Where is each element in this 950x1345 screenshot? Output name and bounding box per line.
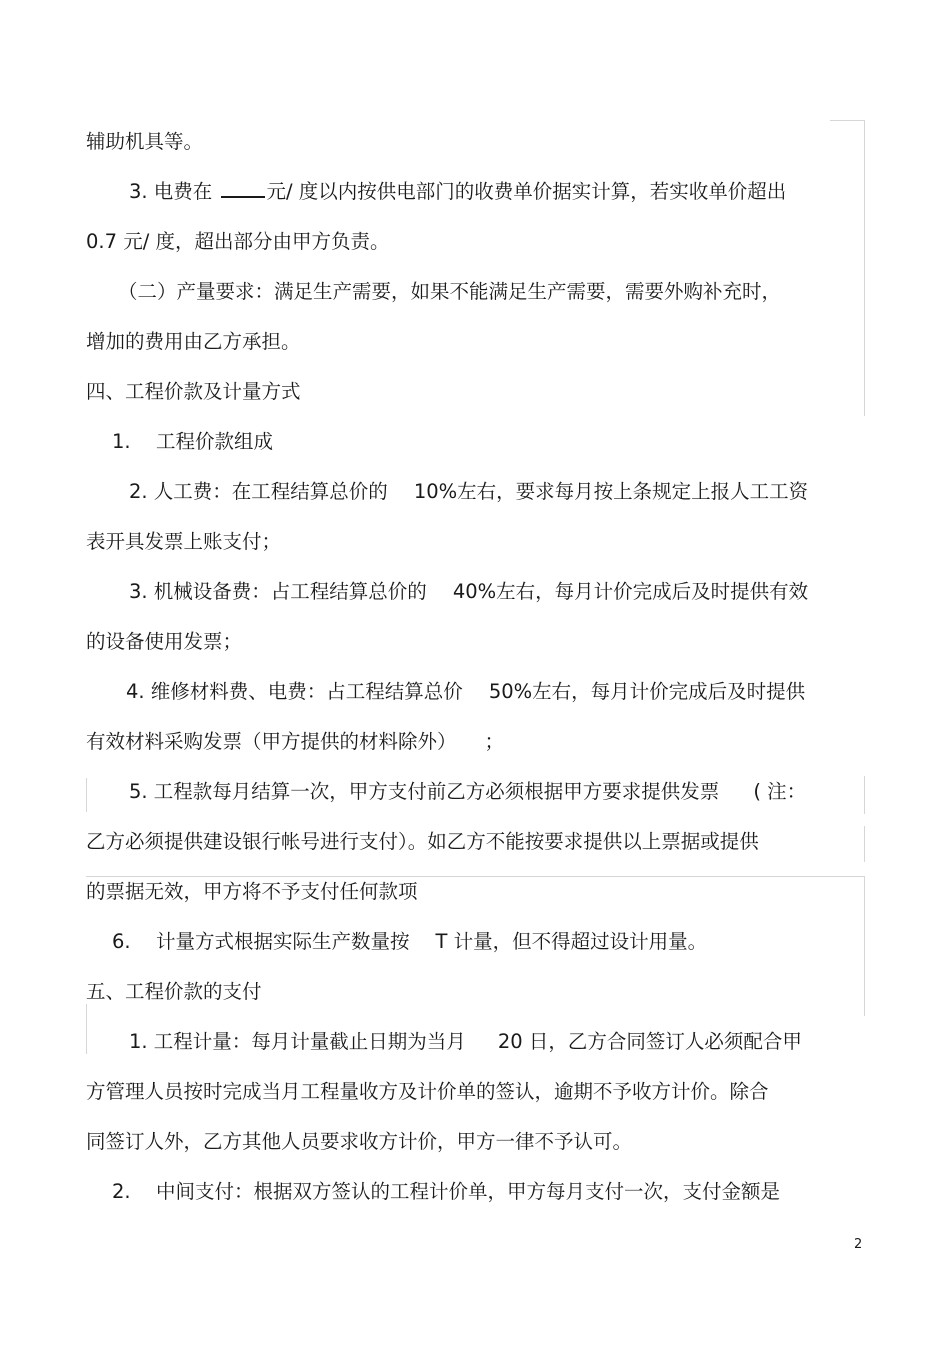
text: 5. 工程款每月结算一次，甲方支付前乙方必须根据甲方要求提供发票 [129, 780, 720, 803]
text: ( 注： [753, 780, 807, 803]
paragraph-line [129, 780, 806, 804]
text: 40%左右，每月计价完成后及时提供有效 [452, 580, 809, 603]
paragraph-line [129, 480, 808, 504]
text: 工程价款组成 [156, 430, 274, 453]
paragraph-line [129, 1030, 802, 1054]
paragraph-line [112, 1180, 780, 1204]
frame-line [864, 876, 865, 1016]
text: 有效材料采购发票（甲方提供的材料除外） [86, 730, 457, 753]
paragraph-line [112, 430, 273, 454]
list-number: 1. [112, 430, 131, 453]
frame-line [864, 120, 865, 416]
text: 20 日，乙方合同签订人必须配合甲 [497, 1030, 802, 1053]
frame-line [864, 826, 865, 862]
paragraph-line [86, 130, 203, 154]
list-number: 2. [112, 1180, 131, 1203]
paragraph-line [86, 630, 242, 654]
paragraph-line [112, 930, 707, 954]
text: 2. 人工费：在工程结算总价的 [129, 480, 388, 503]
text: 50%左右，每月计价完成后及时提供 [488, 680, 806, 703]
text: 中间支付：根据双方签认的工程计价单，甲方每月支付一次，支付金额是 [156, 1180, 781, 1203]
text: 四、工程价款及计量方式 [86, 380, 301, 403]
frame-line [86, 778, 87, 812]
text: 乙方必须提供建设银行帐号进行支付）。如乙方不能按要求提供以上票据或提供 [86, 830, 759, 853]
paragraph-line [86, 880, 418, 904]
text: 同签订人外，乙方其他人员要求收方计价，甲方一律不予认可。 [86, 1130, 633, 1153]
list-number: 6. [112, 930, 131, 953]
paragraph-line [86, 1080, 769, 1104]
frame-line [864, 776, 865, 814]
frame-line [86, 1004, 87, 1054]
text: 3. 电费在 [129, 180, 213, 203]
paragraph-line [86, 330, 301, 354]
text: 计量方式根据实际生产数量按 [156, 930, 410, 953]
text: 方管理人员按时完成当月工程量收方及计价单的签认，逾期不予收方计价。除合 [86, 1080, 769, 1103]
page-number: 2 [854, 1237, 863, 1252]
text: 的票据无效，甲方将不予支付任何款项 [86, 880, 418, 903]
text: （二）产量要求：满足生产需要，如果不能满足生产需要，需要外购补充时， [118, 280, 782, 303]
paragraph-line [86, 1130, 632, 1154]
text: 辅助机具等。 [86, 130, 204, 153]
paragraph-line [86, 230, 389, 254]
text: 增加的费用由乙方承担。 [86, 330, 301, 353]
text: 3. 机械设备费：占工程结算总价的 [129, 580, 427, 603]
paragraph-line [86, 830, 759, 854]
frame-line [86, 876, 864, 877]
paragraph-line [129, 180, 786, 204]
text: 元/ 度以内按供电部门的收费单价据实计算，若实收单价超出 [266, 180, 787, 203]
paragraph-line [118, 280, 781, 304]
text: 1. 工程计量：每月计量截止日期为当月 [129, 1030, 466, 1053]
fill-blank [221, 180, 265, 198]
text: 表开具发票上账支付； [86, 530, 282, 553]
frame-line [830, 120, 864, 121]
text: 4. 维修材料费、电费：占工程结算总价 [126, 680, 463, 703]
paragraph-line [86, 530, 281, 554]
text: 的设备使用发票； [86, 630, 243, 653]
text: T 计量，但不得超过设计用量。 [435, 930, 708, 953]
section-heading [86, 380, 301, 404]
text: 10%左右，要求每月按上条规定上报人工工资 [413, 480, 809, 503]
paragraph-line [129, 580, 808, 604]
text: 五、工程价款的支付 [86, 980, 262, 1003]
paragraph-line [126, 680, 805, 704]
text: 0.7 元/ 度，超出部分由甲方负责。 [86, 230, 390, 253]
paragraph-line [86, 730, 504, 754]
text: ； [484, 730, 505, 753]
section-heading [86, 980, 262, 1004]
